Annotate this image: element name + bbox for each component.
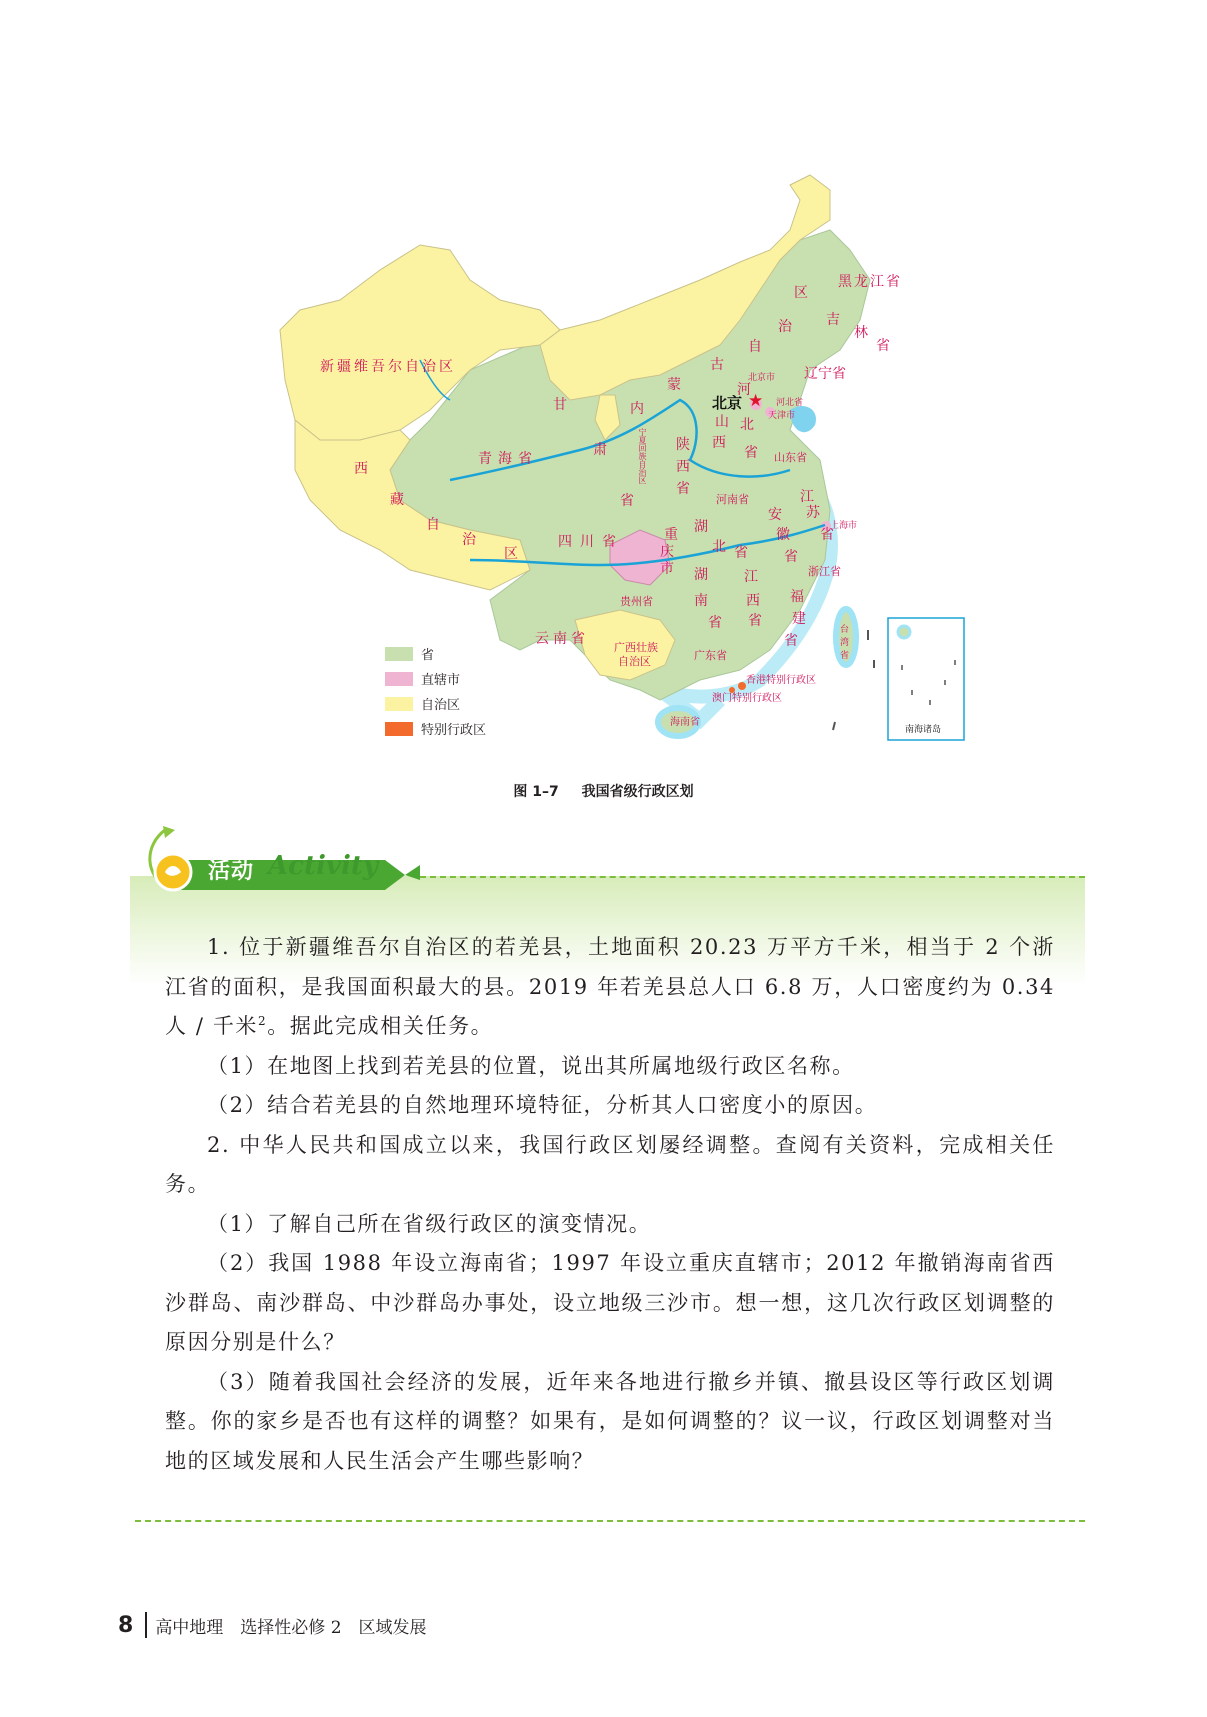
label-jiangsu: 江 [800, 489, 814, 505]
question-1-task-2: （2）结合若羌县的自然地理环境特征，分析其人口密度小的原因。 [207, 1093, 878, 1117]
label-neimeng: 区 [794, 285, 808, 301]
label-jiangxi: 西 [746, 593, 760, 609]
label-guangxi: 自治区 [618, 655, 651, 668]
china-province-map [0, 0, 1207, 760]
legend-item [385, 716, 486, 741]
label-xizang: 藏 [390, 492, 404, 508]
legend-label: 自治区 [421, 698, 461, 713]
activity-divider-bottom [135, 1520, 1085, 1522]
label-guangxi: 广西壮族 [614, 641, 658, 654]
question-2-intro: 2. 中华人民共和国成立以来，我国行政区划屡经调整。查阅有关资料，完成相关任务。 [165, 1132, 1055, 1196]
label-taiwan: 省 [840, 651, 850, 661]
label-jilin: 林 [854, 325, 868, 341]
question-1-intro: 1. 位于新疆维吾尔自治区的若羌县，土地面积 20.23 万平方千米，相当于 2 个浙江省的面积，是我国面积最大的县。2019 年若羌县总人口 6.8 万，人口密度约为 0.34 人 / 千米$^2$。据此完成相关任务。 [165, 935, 1055, 1038]
label-xizang: 西 [354, 461, 368, 477]
label-shandong: 山东省 [774, 451, 807, 464]
capital-label: 北京 [712, 394, 743, 412]
label-hongkong: 香港特别行政区 [746, 675, 816, 686]
label-shaanxi: 省 [676, 481, 690, 497]
label-hunan: 省 [708, 615, 722, 631]
label-henan: 河南省 [716, 493, 749, 506]
label-zhejiang: 浙江省 [808, 565, 841, 578]
label-chongqing: 市 [660, 561, 674, 577]
label-hainan: 海南省 [670, 717, 700, 728]
label-gansu: 甘 [553, 397, 567, 413]
map-legend [385, 641, 486, 741]
label-neimeng: 古 [710, 357, 724, 373]
legend-label: 直辖市 [421, 673, 461, 688]
label-guangdong: 广东省 [694, 649, 727, 662]
figure-caption [0, 781, 1207, 801]
label-yunnan: 云南省 [535, 631, 589, 647]
label-xinjiang: 新疆维吾尔自治区 [320, 359, 456, 375]
label-jiangxi: 省 [748, 613, 762, 629]
label-shaanxi: 西 [676, 459, 690, 475]
capital-star-icon: ★ [748, 391, 764, 411]
label-shaanxi: 陕 [676, 437, 690, 453]
label-qinghai: 青海省 [478, 451, 538, 467]
label-chongqing: 庆 [660, 544, 674, 560]
label-jilin: 省 [876, 338, 890, 354]
label-shanxi: 山 [715, 414, 729, 430]
label-sichuan: 四川省 [558, 534, 624, 550]
question-2-task-3: （3）随着我国社会经济的发展，近年来各地进行撤乡并镇、撤县设区等行政区划调整。你的家乡是否也有这样的调整？如果有，是如何调整的？议一议，行政区划调整对当地的区域发展和人民生活会产生哪些影响？ [165, 1369, 1055, 1473]
question-2-task-1: （1）了解自己所在省级行政区的演变情况。 [207, 1211, 652, 1236]
label-tianjin-city: 天津市 [768, 411, 796, 421]
label-jilin: 吉 [826, 312, 840, 328]
label-xizang: 区 [504, 546, 518, 562]
label-anhui: 安 [768, 507, 782, 523]
legend-label: 特别行政区 [421, 723, 487, 738]
label-anhui: 徽 [776, 527, 790, 543]
label-hebei: 河 [737, 382, 751, 398]
footer-divider [145, 1612, 147, 1638]
label-neimeng: 治 [778, 319, 792, 335]
label-hebei: 北 [740, 417, 754, 433]
label-hunan: 南 [694, 593, 708, 609]
legend-swatch [385, 722, 413, 736]
label-macao: 澳门特别行政区 [712, 693, 782, 704]
legend-label: 省 [421, 648, 435, 663]
label-hubei: 省 [734, 545, 748, 561]
label-fujian: 福 [790, 589, 804, 605]
legend-item [385, 666, 486, 691]
page-footer [118, 1612, 427, 1638]
label-jiangsu: 苏 [806, 505, 820, 521]
label-xizang: 自 [426, 517, 440, 533]
label-fujian: 建 [792, 611, 806, 627]
activity-title-cn: 活动 [208, 859, 255, 884]
label-anhui: 省 [784, 549, 798, 565]
legend-swatch [385, 647, 413, 661]
label-hebei-small: 河北省 [776, 398, 804, 408]
label-neimeng: 内 [630, 401, 644, 417]
question-2-task-2: （2）我国 1988 年设立海南省；1997 年设立重庆直辖市；2012 年撤销海南省西沙群岛、南沙群岛、中沙群岛办事处，设立地级三沙市。想一想，这几次行政区划调整的原因分别是什么？ [165, 1251, 1055, 1354]
label-fujian: 省 [784, 633, 798, 649]
label-gansu: 省 [620, 493, 634, 509]
activity-divider-top [420, 876, 1085, 878]
inset-label: 南海诸岛 [905, 725, 942, 735]
label-shanxi: 西 [712, 435, 726, 451]
legend-swatch [385, 672, 413, 686]
page-number: 8 [118, 1612, 134, 1638]
label-taiwan: 台 [840, 625, 850, 635]
label-ningxia: 宁夏回族自治区 [638, 428, 647, 484]
label-jiangsu: 省 [820, 527, 834, 543]
label-beijing-city: 北京市 [748, 373, 776, 383]
label-heilongjiang: 黑龙江省 [838, 274, 902, 290]
figure-title: 我国省级行政区划 [581, 784, 694, 800]
label-guizhou: 贵州省 [620, 595, 653, 608]
label-jiangxi: 江 [744, 569, 758, 585]
legend-item [385, 641, 486, 666]
label-shanghai: 上海市 [830, 521, 858, 531]
legend-swatch [385, 697, 413, 711]
book-title: 高中地理 选择性必修 2 区域发展 [155, 1617, 427, 1638]
label-xizang: 治 [462, 532, 476, 548]
activity-title-en: Activity [268, 851, 378, 881]
label-shanxi: 省 [744, 445, 758, 461]
label-taiwan: 湾 [840, 638, 850, 648]
label-hunan: 湖 [694, 567, 708, 583]
legend-item [385, 691, 486, 716]
question-1-task-1: （1）在地图上找到若羌县的位置，说出其所属地级行政区名称。 [207, 1053, 855, 1078]
label-hubei: 北 [712, 539, 726, 555]
label-hubei: 湖 [694, 519, 708, 535]
label-neimeng: 自 [748, 339, 762, 355]
activity-content [165, 928, 1055, 1481]
label-gansu: 肃 [593, 442, 607, 458]
label-liaoning: 辽宁省 [804, 366, 846, 382]
label-neimeng: 蒙 [667, 377, 681, 393]
label-chongqing: 重 [664, 527, 678, 543]
figure-number: 图 1–7 [513, 784, 559, 800]
map-graphic [0, 0, 1207, 760]
